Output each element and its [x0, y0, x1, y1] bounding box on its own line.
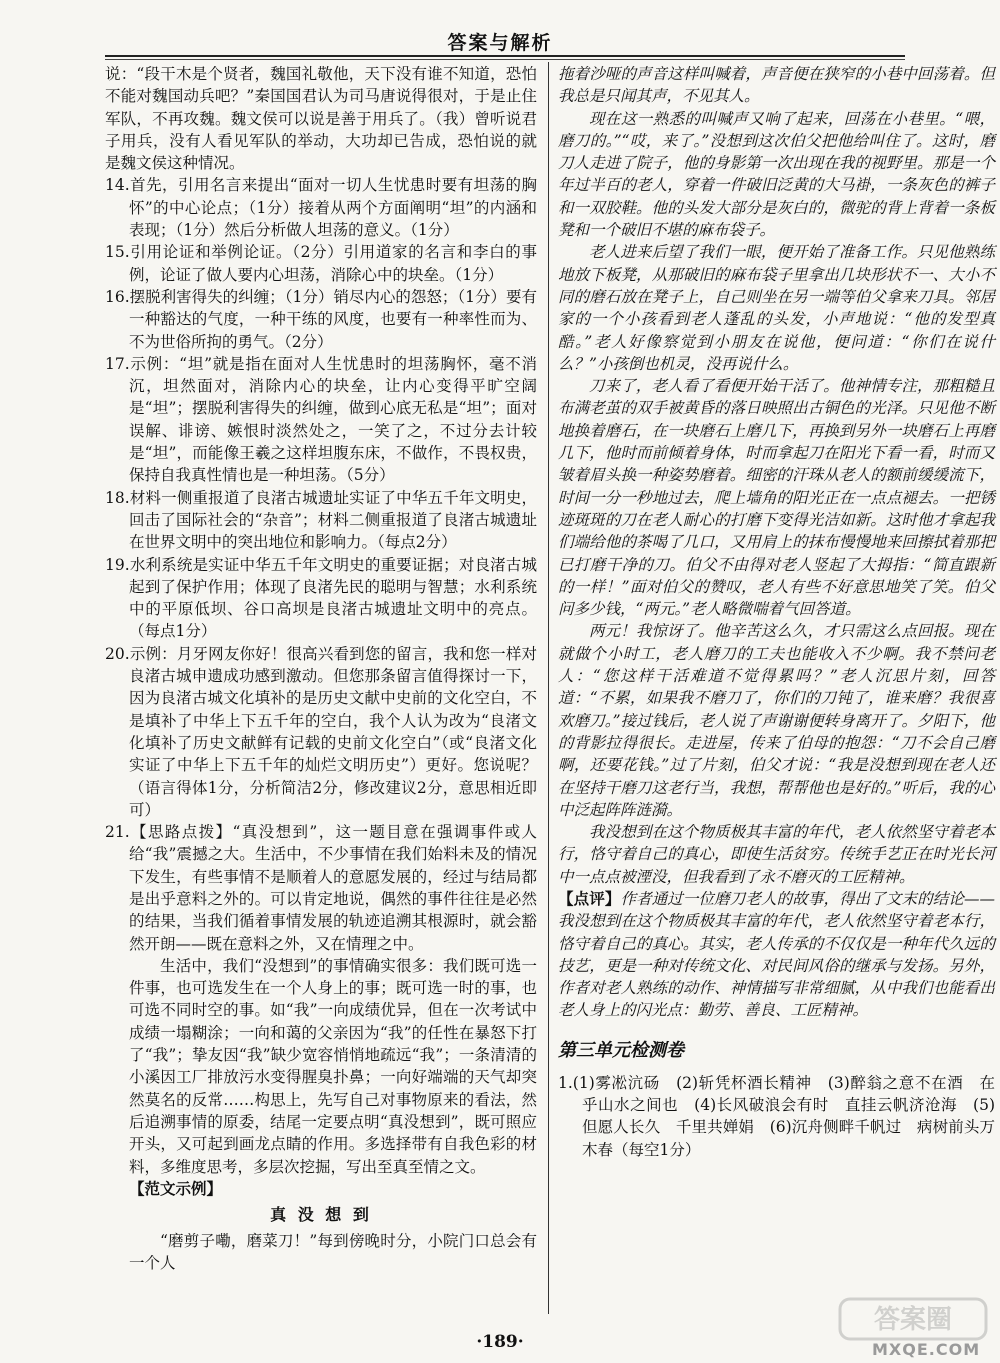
item-number: 15. [105, 243, 130, 262]
answer-15 [105, 241, 537, 286]
writing-guidance: 生活中，我们“没想到”的事情确实很多：我们既可选一件事，也可选发生在一个人身上的事；既可选一时的事，也可选不同时空的事。如“我”一向成绩优异，但在一次考试中成绩一塌糊涂；一向和蔼的父亲因为“我”的任性在暴怒下打了“我”；挚友因“我”缺少宽容悄悄地疏远“我”；一条清清的小溪因工厂排放污水变得腥臭扑鼻；一向好端端的天气却突然莫名的反常……构思上，先写自己对事物原来的看法，然后追溯事情的原委，结尾一定要点明“真没想到”，既可照应开头，又可起到画龙点睛的作用。多选择带有自我色彩的材料，多维度思考，多层次挖掘，写出至真至情之文。 [129, 956, 537, 1176]
essay-paragraph: 两元！我惊讶了。他辛苦这么久，才只需这么点回报。现在就做个小时工，老人磨刀的工夫也能收入不少啊。我不禁问老人：“您这样干活难道不觉得累吗？”老人沉思片刻，回答道：“不累，如果我不磨刀了，你们的刀钝了，谁来磨？我很喜欢磨刀。”接过钱后，老人说了声谢谢便转身离开了。夕阳下，他的背影拉得很长。走进屋，传来了伯母的抱怨：“刀不会自己磨啊，还要花钱。”过了片刻，伯父才说：“我是没想到现在老人还在坚持干磨刀这老行当，我想，帮帮他也是好的。”听后，我的心中泛起阵阵涟漪。 [558, 622, 995, 819]
answer-14 [105, 174, 537, 241]
item-number: 20. [105, 644, 130, 663]
answer-19 [105, 554, 537, 643]
essay-paragraph: 老人进来后望了我们一眼，便开始了准备工作。只见他熟练地放下板凳，从那破旧的麻布袋子里拿出几块形状不一、大小不同的磨石放在凳子上，自己则坐在另一端等伯父拿来刀具。邻居家的一个小孩看到老人蓬乱的头发，小声地说：“他的发型真酷。”老人好像察觉到小朋友在说他，便问道：“你们在说什么？”小孩倒也机灵，没再说什么。 [558, 243, 995, 373]
answer-17 [105, 353, 537, 487]
essay-paragraph: 刀来了，老人看了看便开始干活了。他神情专注，那粗糙且布满老茧的双手被黄昏的落日映照出古铜色的光泽。只见他不断地换着磨石，在一块磨石上磨几下，再换到另外一块磨石上再磨几下，他时而前倾着身体，时而拿起刀在阳光下看一看，时而又皱着眉头换一种姿势磨着。细密的汗珠从老人的额前缓缓流下，时间一分一秒地过去，爬上墙角的阳光正在一点点褪去。一把锈迹斑斑的刀在老人耐心的打磨下变得光洁如新。这时他才拿起我们端给他的茶喝了几口，又用肩上的抹布慢慢地来回擦拭着那把已打磨干净的刀。伯父不由得对老人竖起了大拇指：“简直跟新的一样！”面对伯父的赞叹，老人有些不好意思地笑了笑。伯父问多少钱，“两元。”老人略微喘着气回答道。 [558, 377, 995, 619]
item-number: 21. [105, 823, 130, 842]
item-number: 16. [105, 287, 130, 306]
item-text: 材料一侧重报道了良渚古城遗址实证了中华五千年文明史，回击了国际社会的“杂音”；材料二侧重报道了良渚古城遗址在世界文明中的突出地位和影响力。（每点2分） [129, 488, 537, 552]
answer-20 [105, 643, 537, 821]
unit3-answer-1 [558, 1072, 995, 1161]
item-text: 示例：“坦”就是指在面对人生忧患时的坦荡胸怀，毫不消沉，坦然面对，消除内心的块垒，让内心变得平旷空阔是“坦”；摆脱利害得失的纠缠，做到心底无私是“坦”；面对误解、诽谤、嫉恨时淡然处之，一笑了之，不过分去计较是“坦”，而能像王羲之这样坦腹东床，不做作，不畏权贵，保持自我真性情也是一种坦荡。（5分） [129, 354, 537, 485]
answer-13-continuation: 说：“段干木是个贤者，魏国礼敬他，天下没有谁不知道，恐怕不能对魏国动兵吧？”秦国国君认为司马唐说得很对，于是止住军队，不再攻魏。魏文侯可以说是善于用兵了。（我）曾听说君子用兵，没有人看见军队的举动，大功却已告成，恐怕说的就是魏文侯这种情况。 [105, 65, 537, 173]
item-number: 14. [105, 176, 130, 195]
item-number: 19. [105, 555, 130, 574]
essay-title: 真 没 想 到 [270, 1205, 372, 1225]
comment-text: 作者通过一位磨刀老人的故事，得出了文末的结论——我没想到在这个物质极其丰富的年代，老人依然坚守着老本行，恪守着自己的真心。其实，老人传承的不仅仅是一种年代久远的技艺，更是一种对传统文化、对民间风俗的继承与发扬。另外，作者对老人熟练的动作、神情描写非常细腻，从中我们也能看出老人身上的闪光点：勤劳、善良、工匠精神。 [558, 889, 995, 1020]
answer-18 [105, 487, 537, 554]
header-rule-bottom [105, 59, 905, 60]
item-text: 摆脱利害得失的纠缠；（1分）销尽内心的怨怒；（1分）要有一种豁达的气度，一种干练的风度，也要有一种率性而为、不为世俗所拘的勇气。（2分） [129, 287, 537, 351]
watermark-text: MXQE.COM [872, 1340, 981, 1359]
item-text: 水利系统是实证中华五千年文明史的重要证据；对良渚古城起到了保护作用；体现了良渚先民的聪明与智慧；水利系统中的平原低坝、谷口高坝是良渚古城遗址文明中的亮点。（每点1分） [129, 555, 537, 641]
page-number: ·189· [476, 1332, 524, 1352]
answer-21 [105, 821, 537, 955]
item-text: (1)雾凇沆砀 (2)斩凭杯酒长精神 (3)醉翁之意不在酒 在乎山水之间也 (4)长风破浪会有时 直挂云帆济沧海 (5)但愿人长久 千里共婵娟 (6)沉舟侧畔千帆过 病树前头万木春（每空1分） [572, 1073, 995, 1159]
right-column [558, 63, 995, 1161]
essay-comment [558, 888, 995, 1022]
column-divider [548, 62, 549, 1314]
watermark-logo-text: 答案圈 [873, 1305, 953, 1335]
comment-label: 【点评】 [558, 888, 621, 908]
item-text: 引用论证和举例论证。（2分）引用道家的名言和李白的事例，论证了做人要内心坦荡，消除心中的块垒。（1分） [129, 243, 537, 284]
header-title: 答案与解析 [447, 32, 553, 54]
item-text: 【思路点拨】“真没想到”，这一题目意在强调事件或人给“我”震撼之大。生活中，不少事情在我们始料未及的情况下发生，有些事情不是顺着人的意愿发展的，经过与结局都是出乎意料之外的。可以肯定地说，偶然的事件往往是必然的结果，当我们循着事情发展的轨迹追溯其根源时，就会豁然开朗——既在意料之外，又在情理之中。 [129, 823, 537, 953]
essay-paragraph: 我没想到在这个物质极其丰富的年代，老人依然坚守着老本行，恪守着自己的真心，即使生活贫穷。传统手艺正在时光长河中一点点被湮没，但我看到了永不磨灭的工匠精神。 [558, 823, 995, 886]
essay-paragraph: 现在这一熟悉的叫喊声又响了起来，回荡在小巷里。“喂，磨刀的。”“哎，来了。”没想到这次伯父把他给叫住了。这时，磨刀人走进了院子，他的身影第一次出现在我的视野里。那是一个年过半百的老人，穿着一件破旧泛黄的大马褂，一条灰色的裤子和一双胶鞋。他的头发大部分是灰白的，微驼的背上背着一条板凳和一个破旧不堪的麻布袋子。 [558, 109, 995, 240]
answer-16 [105, 286, 537, 353]
item-text: 示例：月牙网友你好！很高兴看到您的留言，我和您一样对良渚古城申遗成功感到激动。但您那条留言值得探讨一下，因为良渚古城文化填补的是历史文献中史前的文化空白，不是填补了中华上下五千年的空白，我个人认为改为“良渚文化填补了历史文献鲜有记载的史前文化空白”（或“良渚文化实证了中华上下五千年的灿烂文明历史”）更好。您说呢？（语言得体1分，分析简洁2分，修改建议2分，意思相近即可） [129, 644, 537, 819]
item-number: 18. [105, 488, 130, 507]
section-title: 第三单元检测卷 [558, 1039, 684, 1061]
essay-paragraph: 拖着沙哑的声音这样叫喊着，声音便在狭窄的小巷中回荡着。但我总是只闻其声，不见其人。 [558, 65, 995, 106]
sample-essay-label: 【范文示例】 [129, 1178, 223, 1198]
item-text: 首先，引用名言来提出“面对一切人生忧患时要有坦荡的胸怀”的中心论点；（1分）接着从两个方面阐明“坦”的内涵和表现；（1分）然后分析做人坦荡的意义。（1分） [129, 176, 537, 240]
essay-opening: “磨剪子嘞，磨菜刀！”每到傍晚时分，小院门口总会有一个人 [129, 1232, 537, 1273]
left-column [105, 63, 537, 1275]
header-rule-top [105, 55, 905, 57]
item-number: 17. [105, 354, 130, 373]
item-number: 1. [558, 1073, 573, 1092]
